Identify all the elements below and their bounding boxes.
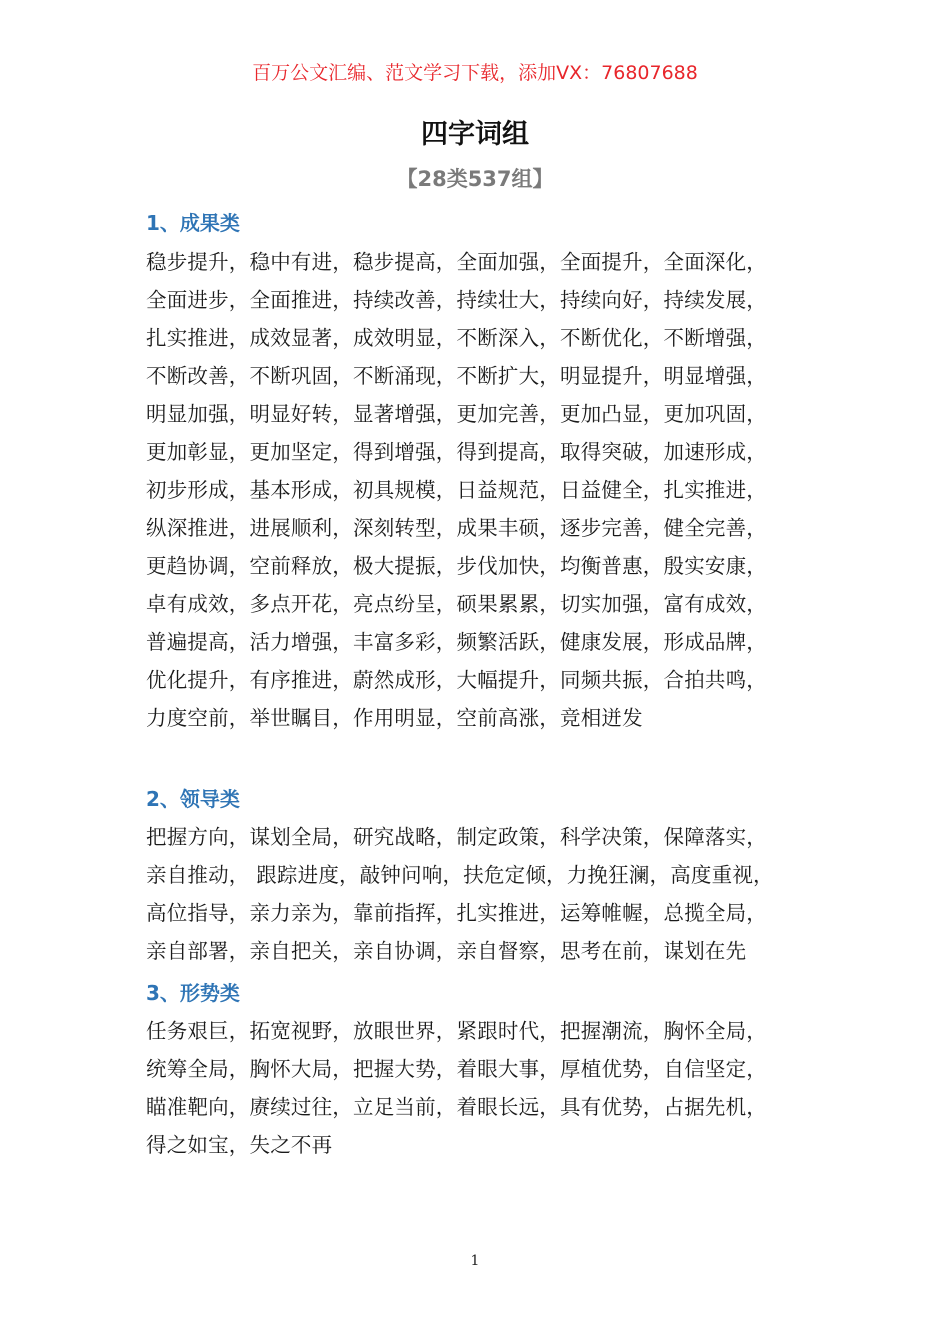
text-line: 高位指导，亲力亲为，靠前指挥，扎实推进，运筹帷幄，总揽全局， [146, 901, 767, 925]
text-line: 任务艰巨，拓宽视野，放眼世界，紧跟时代，把握潮流，胸怀全局， [146, 1019, 767, 1043]
text-line: 亲自推动， 跟踪进度，敲钟问响，扶危定倾，力挽狂澜，高度重视， [146, 863, 774, 887]
text-line: 把握方向，谋划全局，研究战略，制定政策，科学决策，保障落实， [146, 825, 767, 849]
section-body-situation [146, 1012, 826, 1164]
text-line: 全面进步，全面推进，持续改善，持续壮大，持续向好，持续发展， [146, 288, 767, 312]
text-line: 瞄准靶向，赓续过往，立足当前，着眼长远，具有优势，占据先机， [146, 1095, 767, 1119]
header-banner: 百万公文汇编、范文学习下载，添加VX：76807688 [252, 62, 698, 84]
text-line: 普遍提高，活力增强，丰富多彩，频繁活跃，健康发展，形成品牌， [146, 630, 767, 654]
text-line: 卓有成效，多点开花，亮点纷呈，硕果累累，切实加强，富有成效， [146, 592, 767, 616]
page-subtitle: 【28类537组】 [396, 167, 554, 191]
section-body-results [146, 243, 826, 737]
text-line: 明显加强，明显好转，显著增强，更加完善，更加凸显，更加巩固， [146, 402, 767, 426]
text-line: 力度空前，举世瞩目，作用明显，空前高涨，竞相迸发 [146, 706, 643, 730]
text-line: 更加彰显，更加坚定，得到增强，得到提高，取得突破，加速形成， [146, 440, 767, 464]
text-line: 优化提升，有序推进，蔚然成形，大幅提升，同频共振，合拍共鸣， [146, 668, 767, 692]
text-line: 初步形成，基本形成，初具规模，日益规范，日益健全，扎实推进， [146, 478, 767, 502]
text-line: 得之如宝，失之不再 [146, 1133, 333, 1157]
text-line: 稳步提升，稳中有进，稳步提高，全面加强，全面提升，全面深化， [146, 250, 767, 274]
text-line: 亲自部署，亲自把关，亲自协调，亲自督察，思考在前，谋划在先 [146, 939, 747, 963]
text-line: 不断改善，不断巩固，不断涌现，不断扩大，明显提升，明显增强， [146, 364, 767, 388]
page-title: 四字词组 [421, 119, 529, 150]
section-heading-leadership: 2、领导类 [146, 787, 240, 811]
text-line: 扎实推进，成效显著，成效明显，不断深入，不断优化，不断增强， [146, 326, 767, 350]
text-line: 更趋协调，空前释放，极大提振，步伐加快，均衡普惠，殷实安康， [146, 554, 767, 578]
page-number: 1 [470, 1253, 480, 1269]
section-heading-results: 1、成果类 [146, 211, 240, 235]
text-line: 统筹全局，胸怀大局，把握大势，着眼大事，厚植优势，自信坚定， [146, 1057, 767, 1081]
section-body-leadership [146, 818, 826, 970]
section-heading-situation: 3、形势类 [146, 981, 240, 1005]
text-line: 纵深推进，进展顺利，深刻转型，成果丰硕，逐步完善，健全完善， [146, 516, 767, 540]
